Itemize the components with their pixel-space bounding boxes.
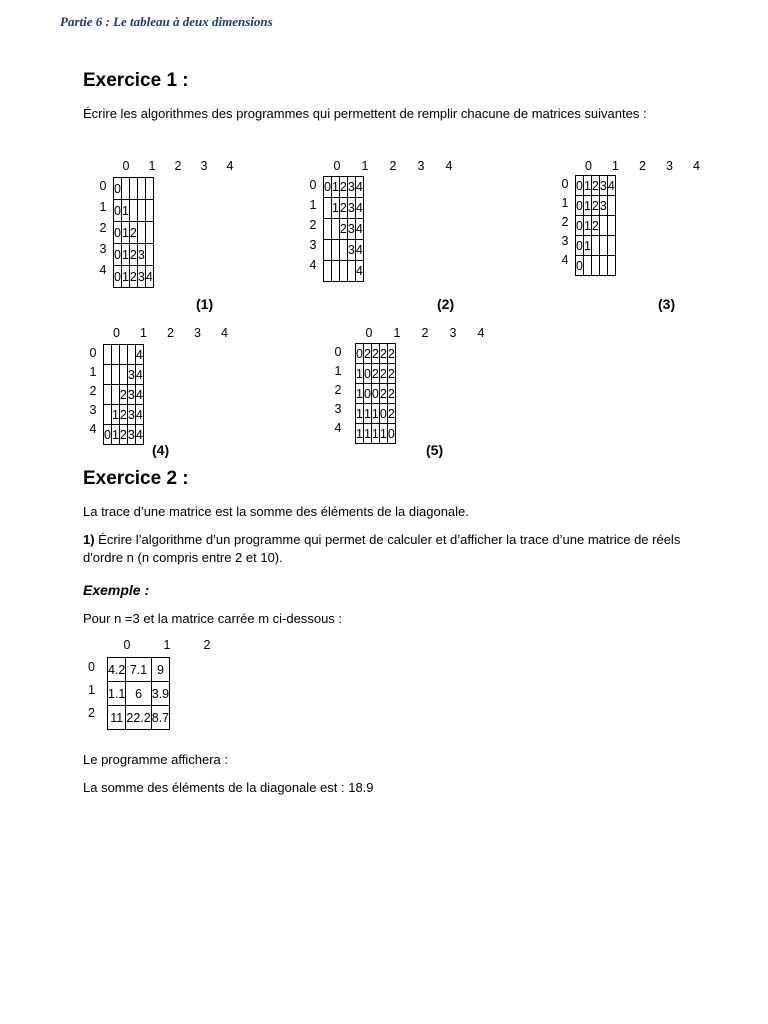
matrix-cell: 0 — [387, 424, 395, 444]
matrix-cell — [324, 198, 332, 219]
matrix-row — [356, 344, 396, 364]
matrix-grid — [323, 176, 364, 282]
row-index: 0 — [334, 345, 342, 359]
matrix-cell: 2 — [387, 364, 395, 384]
row-index: 1 — [334, 364, 342, 378]
matrix-cell: 4.2 — [108, 658, 126, 682]
matrix-row — [114, 244, 154, 266]
matrix-cell: 3 — [127, 385, 135, 405]
matrix-cell: 3 — [127, 365, 135, 385]
matrix-cell: 2 — [339, 177, 347, 198]
question-1 — [83, 531, 723, 567]
row-index: 3 — [89, 403, 97, 417]
matrix-cell: 2 — [339, 198, 347, 219]
matrix-cell: 2 — [371, 364, 379, 384]
matrix-row — [324, 198, 364, 219]
row-index: 2 — [309, 218, 317, 232]
row-index: 0 — [561, 177, 569, 191]
matrix-row — [576, 256, 616, 276]
row-index: 2 — [89, 384, 97, 398]
matrix-cell: 1 — [583, 196, 591, 216]
matrix-cell: 4 — [135, 345, 143, 365]
row-index: 3 — [334, 402, 342, 416]
column-index: 3 — [200, 159, 208, 173]
matrix-label: (1) — [196, 296, 214, 312]
matrix-cell: 2 — [591, 196, 599, 216]
matrix-cell: 4 — [135, 405, 143, 425]
exercise-2-title: Exercice 2 : — [83, 468, 189, 489]
row-index: 4 — [89, 422, 97, 436]
matrix-cell: 1 — [583, 236, 591, 256]
matrix-cell — [119, 365, 127, 385]
matrix-cell: 1 — [121, 200, 129, 222]
matrix-cell: 6 — [126, 682, 151, 706]
column-index: 2 — [389, 159, 397, 173]
matrix-cell — [331, 219, 339, 240]
matrix-cell — [591, 256, 599, 276]
matrix-cell: 0 — [576, 236, 584, 256]
matrix-row — [104, 405, 144, 425]
matrix-cell: 4 — [145, 266, 153, 288]
matrix-cell — [104, 365, 112, 385]
matrix-row — [114, 266, 154, 288]
matrix-cell — [339, 261, 347, 282]
matrix-cell: 2 — [379, 384, 387, 404]
matrix-row — [356, 424, 396, 444]
matrix-cell — [127, 345, 135, 365]
matrix-cell: 3 — [347, 219, 355, 240]
matrix-cell: 1 — [379, 424, 387, 444]
matrix-row — [108, 706, 170, 730]
matrix-cell: 1 — [121, 266, 129, 288]
matrix-label: (5) — [426, 442, 444, 458]
matrix-cell: 1 — [111, 425, 119, 445]
row-index: 1 — [88, 683, 95, 697]
matrix-cell — [324, 240, 332, 261]
matrix-cell: 2 — [129, 222, 137, 244]
matrix-cell: 0 — [356, 344, 364, 364]
row-index: 2 — [561, 215, 569, 229]
row-index: 1 — [309, 198, 317, 212]
matrix-label: (2) — [437, 296, 455, 312]
matrix-cell: 0 — [576, 196, 584, 216]
column-index: 4 — [477, 326, 485, 340]
matrix-cell: 4 — [135, 385, 143, 405]
column-index: 4 — [226, 159, 234, 173]
matrix-cell: 0 — [324, 177, 332, 198]
matrix-cell — [111, 385, 119, 405]
matrix-cell — [607, 196, 615, 216]
row-index: 1 — [99, 200, 107, 214]
matrix-cell: 1 — [356, 384, 364, 404]
matrix-cell: 0 — [576, 216, 584, 236]
matrix-cell: 2 — [387, 384, 395, 404]
matrix-cell: 0 — [114, 222, 122, 244]
matrix-cell — [137, 178, 145, 200]
matrix-cell: 1 — [331, 177, 339, 198]
matrix-cell: 2 — [387, 344, 395, 364]
row-index: 3 — [99, 242, 107, 256]
row-index: 4 — [99, 263, 107, 277]
matrix-row — [576, 216, 616, 236]
column-index: 1 — [148, 159, 156, 173]
matrix-label: (4) — [152, 442, 170, 458]
matrix-cell: 4 — [135, 425, 143, 445]
matrix-cell: 2 — [129, 244, 137, 266]
matrix-row — [114, 178, 154, 200]
matrix-row — [576, 196, 616, 216]
row-index: 1 — [89, 365, 97, 379]
column-index: 3 — [449, 326, 457, 340]
matrix-cell: 1 — [371, 404, 379, 424]
matrix-cell: 1 — [356, 424, 364, 444]
matrix-grid — [103, 344, 144, 445]
matrix-cell: 2 — [119, 425, 127, 445]
matrix-cell: 1 — [371, 424, 379, 444]
matrix-cell: 3 — [127, 425, 135, 445]
matrix-cell: 3 — [137, 266, 145, 288]
matrix-cell: 2 — [387, 404, 395, 424]
matrix-cell: 22.2 — [126, 706, 151, 730]
matrix-cell: 0 — [576, 256, 584, 276]
matrix-cell: 3 — [347, 177, 355, 198]
row-index: 4 — [334, 421, 342, 435]
row-index: 4 — [561, 253, 569, 267]
matrix-cell: 3 — [599, 196, 607, 216]
matrix-cell — [339, 240, 347, 261]
column-index: 2 — [639, 159, 646, 173]
matrix-row — [576, 236, 616, 256]
matrix-cell: 4 — [607, 176, 615, 196]
output-intro: Le programme affichera : — [83, 752, 228, 767]
matrix-cell: 1 — [583, 216, 591, 236]
matrix-cell — [137, 222, 145, 244]
matrix-cell: 1 — [121, 244, 129, 266]
matrix-cell: 2 — [339, 219, 347, 240]
matrix-row — [324, 177, 364, 198]
matrix-cell: 4 — [355, 219, 363, 240]
column-index: 1 — [163, 638, 171, 652]
column-index: 0 — [122, 159, 130, 173]
matrix-grid — [113, 177, 154, 288]
row-index: 0 — [99, 179, 107, 193]
matrix-cell: 2 — [379, 344, 387, 364]
matrix-row — [356, 384, 396, 404]
matrix-cell — [104, 345, 112, 365]
matrix-cell: 2 — [129, 266, 137, 288]
matrix-cell: 3.9 — [151, 682, 169, 706]
matrix-cell: 0 — [371, 384, 379, 404]
matrix-cell: 2 — [591, 216, 599, 236]
matrix-cell — [145, 222, 153, 244]
row-index: 3 — [309, 238, 317, 252]
column-index: 4 — [445, 159, 453, 173]
matrix-cell: 9 — [151, 658, 169, 682]
matrix-cell: 4 — [355, 177, 363, 198]
column-index: 3 — [666, 159, 673, 173]
matrix-cell: 1 — [356, 364, 364, 384]
column-index: 4 — [221, 326, 228, 340]
program-output: La somme des éléments de la diagonale est : 18.9 — [83, 780, 374, 795]
matrix-cell: 2 — [591, 176, 599, 196]
matrix-cell: 4 — [355, 261, 363, 282]
matrix-cell — [145, 178, 153, 200]
matrix-cell — [331, 240, 339, 261]
question-number: 1) — [83, 532, 95, 547]
matrix-cell: 0 — [363, 364, 371, 384]
column-index: 0 — [123, 638, 131, 652]
column-index: 1 — [393, 326, 401, 340]
matrix-cell: 3 — [599, 176, 607, 196]
matrix-cell: 0 — [379, 404, 387, 424]
matrix-row — [114, 222, 154, 244]
matrix-cell: 2 — [119, 405, 127, 425]
matrix-grid — [575, 175, 616, 276]
row-index: 3 — [561, 234, 569, 248]
matrix-cell: 1 — [331, 198, 339, 219]
matrix-cell: 0 — [576, 176, 584, 196]
row-index: 0 — [88, 660, 95, 674]
matrix-cell — [129, 200, 137, 222]
matrix-cell — [583, 256, 591, 276]
matrix-cell: 7.1 — [126, 658, 151, 682]
matrix-cell: 0 — [104, 425, 112, 445]
matrix-cell — [104, 385, 112, 405]
column-index: 0 — [113, 326, 120, 340]
matrix-cell — [121, 178, 129, 200]
matrix-cell: 8.7 — [151, 706, 169, 730]
matrix-row — [104, 365, 144, 385]
matrix-cell — [599, 256, 607, 276]
matrix-cell: 0 — [363, 384, 371, 404]
matrix-cell: 0 — [114, 200, 122, 222]
column-index: 4 — [693, 159, 700, 173]
matrix-cell — [111, 345, 119, 365]
matrix-cell — [599, 216, 607, 236]
matrix-cell: 1 — [363, 404, 371, 424]
matrix-cell: 1 — [356, 404, 364, 424]
question-text: Écrire l’algorithme d’un programme qui permet de calculer et d’afficher la trace d’une matrice de réels d'ordre n (n compris entre 2 et 10). — [83, 532, 681, 565]
exercise-1-title: Exercice 1 : — [83, 70, 189, 91]
matrix-cell — [324, 219, 332, 240]
matrix-cell: 2 — [379, 364, 387, 384]
matrix-label: (3) — [658, 296, 676, 312]
matrix-cell — [607, 236, 615, 256]
matrix-cell — [324, 261, 332, 282]
matrix-cell — [607, 216, 615, 236]
matrix-cell — [331, 261, 339, 282]
matrix-grid — [355, 343, 396, 444]
matrix-cell: 11 — [108, 706, 126, 730]
column-index: 3 — [194, 326, 201, 340]
example-title: Exemple : — [83, 582, 150, 598]
matrix-row — [108, 658, 170, 682]
page-header: Partie 6 : Le tableau à deux dimensions — [60, 14, 273, 29]
column-index: 1 — [140, 326, 147, 340]
row-index: 2 — [334, 383, 342, 397]
column-index: 2 — [174, 159, 182, 173]
matrix-cell — [104, 405, 112, 425]
row-index: 0 — [309, 178, 317, 192]
matrix-cell — [137, 200, 145, 222]
matrix-row — [324, 240, 364, 261]
matrix-row — [104, 425, 144, 445]
row-index: 2 — [88, 706, 95, 720]
matrix-row — [114, 200, 154, 222]
column-index: 0 — [365, 326, 373, 340]
matrix-row — [576, 176, 616, 196]
matrix-cell: 1 — [583, 176, 591, 196]
exercise-1-statement: Écrire les algorithmes des programmes qui permettent de remplir chacune de matrices suivantes : — [83, 106, 647, 121]
example-matrix-grid — [107, 657, 170, 730]
matrix-cell: 2 — [371, 344, 379, 364]
matrix-cell: 1 — [111, 405, 119, 425]
matrix-cell: 4 — [355, 198, 363, 219]
matrix-cell — [607, 256, 615, 276]
column-index: 0 — [585, 159, 592, 173]
matrix-cell: 4 — [355, 240, 363, 261]
matrix-row — [104, 345, 144, 365]
column-index: 2 — [421, 326, 429, 340]
matrix-cell: 2 — [363, 344, 371, 364]
row-index: 4 — [309, 258, 317, 272]
matrix-cell: 3 — [137, 244, 145, 266]
matrix-cell: 3 — [347, 198, 355, 219]
matrix-row — [108, 682, 170, 706]
column-index: 3 — [417, 159, 425, 173]
trace-definition: La trace d’une matrice est la somme des éléments de la diagonale. — [83, 504, 469, 519]
matrix-cell — [145, 244, 153, 266]
matrix-cell — [347, 261, 355, 282]
row-index: 2 — [99, 221, 107, 235]
matrix-cell — [599, 236, 607, 256]
matrix-row — [104, 385, 144, 405]
matrix-row — [356, 404, 396, 424]
row-index: 1 — [561, 196, 569, 210]
matrix-cell: 2 — [119, 385, 127, 405]
column-index: 1 — [361, 159, 369, 173]
column-index: 2 — [203, 638, 211, 652]
row-index: 0 — [89, 346, 97, 360]
matrix-row — [356, 364, 396, 384]
matrix-cell: 0 — [114, 178, 122, 200]
column-index: 0 — [333, 159, 341, 173]
matrix-cell — [129, 178, 137, 200]
matrix-cell: 3 — [347, 240, 355, 261]
matrix-cell — [119, 345, 127, 365]
example-intro: Pour n =3 et la matrice carrée m ci-dessous : — [83, 611, 343, 626]
matrix-cell — [111, 365, 119, 385]
matrix-cell — [145, 200, 153, 222]
column-index: 1 — [612, 159, 619, 173]
matrix-cell: 1 — [363, 424, 371, 444]
column-index: 2 — [167, 326, 174, 340]
matrix-cell — [591, 236, 599, 256]
matrix-cell: 3 — [127, 405, 135, 425]
matrix-cell: 4 — [135, 365, 143, 385]
matrix-cell: 1.1 — [108, 682, 126, 706]
matrix-row — [324, 261, 364, 282]
matrix-row — [324, 219, 364, 240]
matrix-cell: 1 — [121, 222, 129, 244]
matrix-cell: 0 — [114, 244, 122, 266]
matrix-cell: 0 — [114, 266, 122, 288]
